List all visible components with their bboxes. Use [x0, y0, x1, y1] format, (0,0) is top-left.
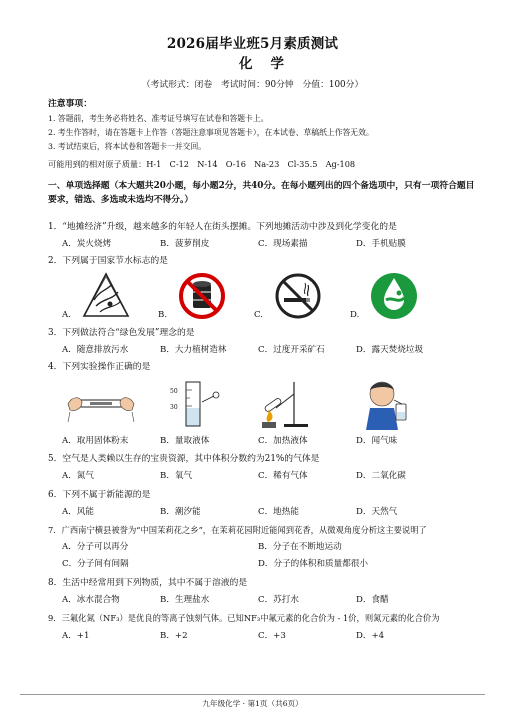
note-item: 1. 答题前，考生务必将姓名、准考证号填写在试卷和答题卡上。: [48, 114, 269, 123]
option[interactable]: A．分子可以再分: [62, 542, 129, 552]
q2-images: [58, 270, 478, 330]
option[interactable]: D．天然气: [356, 507, 398, 517]
option[interactable]: B．分子在不断地运动: [258, 542, 342, 552]
scale-label-top: 50: [170, 388, 178, 395]
question-4: 4．下列实验操作正确的是: [48, 362, 151, 372]
question-3: 3．下列做法符合“绿色发展”理念的是: [48, 328, 195, 338]
section-title: 一、单项选择题: [48, 181, 110, 191]
footer-divider: [20, 694, 485, 695]
option[interactable]: C．地热能: [258, 507, 299, 517]
note-item: 2. 考生作答时，请在答题卡上作答（答题注意事项见答题卡），在本试卷、草稿纸上作答无效。: [48, 128, 374, 137]
option[interactable]: B．菠萝削皮: [160, 239, 210, 249]
smell-gas-icon: [358, 378, 418, 428]
q2-option-c[interactable]: C.: [254, 310, 264, 320]
option[interactable]: A．+1: [62, 631, 90, 641]
q2-option-d[interactable]: D.: [350, 310, 360, 320]
option[interactable]: D．分子的体积和质量都很小: [258, 559, 369, 569]
option[interactable]: A．取用固体粉末: [62, 436, 129, 446]
option[interactable]: A．风能: [62, 507, 94, 517]
test-tube-powder-icon: [64, 378, 138, 428]
option[interactable]: C．过度开采矿石: [258, 345, 325, 355]
option[interactable]: B．潮汐能: [160, 507, 201, 517]
notes-heading: 注意事项：: [48, 99, 92, 109]
option[interactable]: B．大力植树造林: [160, 345, 227, 355]
option[interactable]: A．炭火烧烤: [62, 239, 112, 249]
exam-info: （考试形式：闭卷 考试时间：90分钟 分值：100分）: [141, 80, 364, 90]
option[interactable]: D．闻气味: [356, 436, 398, 446]
q2-option-a[interactable]: A.: [62, 310, 71, 320]
subject-title: 化学: [239, 56, 302, 72]
option[interactable]: C．苏打水: [258, 595, 299, 605]
measuring-cylinder-icon: [168, 378, 224, 428]
option[interactable]: C．稀有气体: [258, 471, 308, 481]
note-item: 3. 考试结束后，将本试卷和答题卡一并交回。: [48, 142, 207, 151]
option[interactable]: A．冰水混合物: [62, 595, 120, 605]
page-footer: 九年级化学 · 第1页（共6页）: [202, 699, 303, 708]
question-1: 1．“地摊经济”升级，越来越多的年轻人在街头摆摊。下列地摊活动中涉及到化学变化的是: [48, 222, 397, 232]
option[interactable]: A．随意排放污水: [62, 345, 129, 355]
question-5: 5．空气是人类赖以生存的宝贵资源，其中体积分数约为21%的气体是: [48, 454, 320, 464]
question-9: 9．三氟化氮（NF₃）是优良的等离子蚀刻气体。已知NF₃中氟元素的化合价为 - 1价，则氮元素的化合价为: [48, 613, 440, 623]
water-saving-logo-icon: [78, 270, 134, 320]
heating-liquid-icon: [254, 378, 314, 428]
option[interactable]: D．+4: [356, 631, 385, 641]
no-smoking-sign-icon: [270, 270, 326, 320]
question-2: 2．下列属于国家节水标志的是: [48, 256, 168, 266]
scale-label-bottom: 30: [170, 404, 178, 411]
option[interactable]: D．食醋: [356, 595, 389, 605]
question-6: 6．下列不属于新能源的是: [48, 490, 151, 500]
no-barrel-sign-icon: [174, 270, 230, 320]
section-heading: [48, 180, 478, 207]
green-water-drop-logo-icon: [366, 270, 422, 320]
option[interactable]: D．二氧化碳: [356, 471, 406, 481]
option[interactable]: A．氮气: [62, 471, 94, 481]
option[interactable]: B．氧气: [160, 471, 193, 481]
q4-images: [58, 378, 478, 434]
option[interactable]: B．生理盐水: [160, 595, 210, 605]
q2-option-b[interactable]: B.: [158, 310, 168, 320]
option[interactable]: D．手机贴膜: [356, 239, 406, 249]
atomic-masses: 可能用到的相对原子质量：H-1 C-12 N-14 O-16 Na-23 Cl-35.5 Ag-108: [48, 159, 356, 169]
option[interactable]: B．+2: [160, 631, 188, 641]
option[interactable]: B．量取液体: [160, 436, 210, 446]
question-7: 7．广西南宁横县被誉为“中国茉莉花之乡”，在茉莉花园附近能闻到花香，从微观角度分析这主要说明了: [48, 525, 427, 535]
option[interactable]: C．现场素描: [258, 239, 308, 249]
question-8: 8．生活中经常用到下列物质，其中不属于溶液的是: [48, 578, 248, 588]
option[interactable]: D．露天焚烧垃圾: [356, 345, 424, 355]
exam-title: 2026届毕业班5月素质测试: [166, 36, 339, 52]
option[interactable]: C．分子间有间隔: [62, 559, 129, 569]
option[interactable]: C．加热液体: [258, 436, 308, 446]
option[interactable]: C．+3: [258, 631, 286, 641]
section-text: （本大题共20小题，每小题2分，共40分。在每小题列出的四个备选项中，只有一项符合题目要求，错选、多选或未选均不得分。）: [48, 181, 475, 205]
